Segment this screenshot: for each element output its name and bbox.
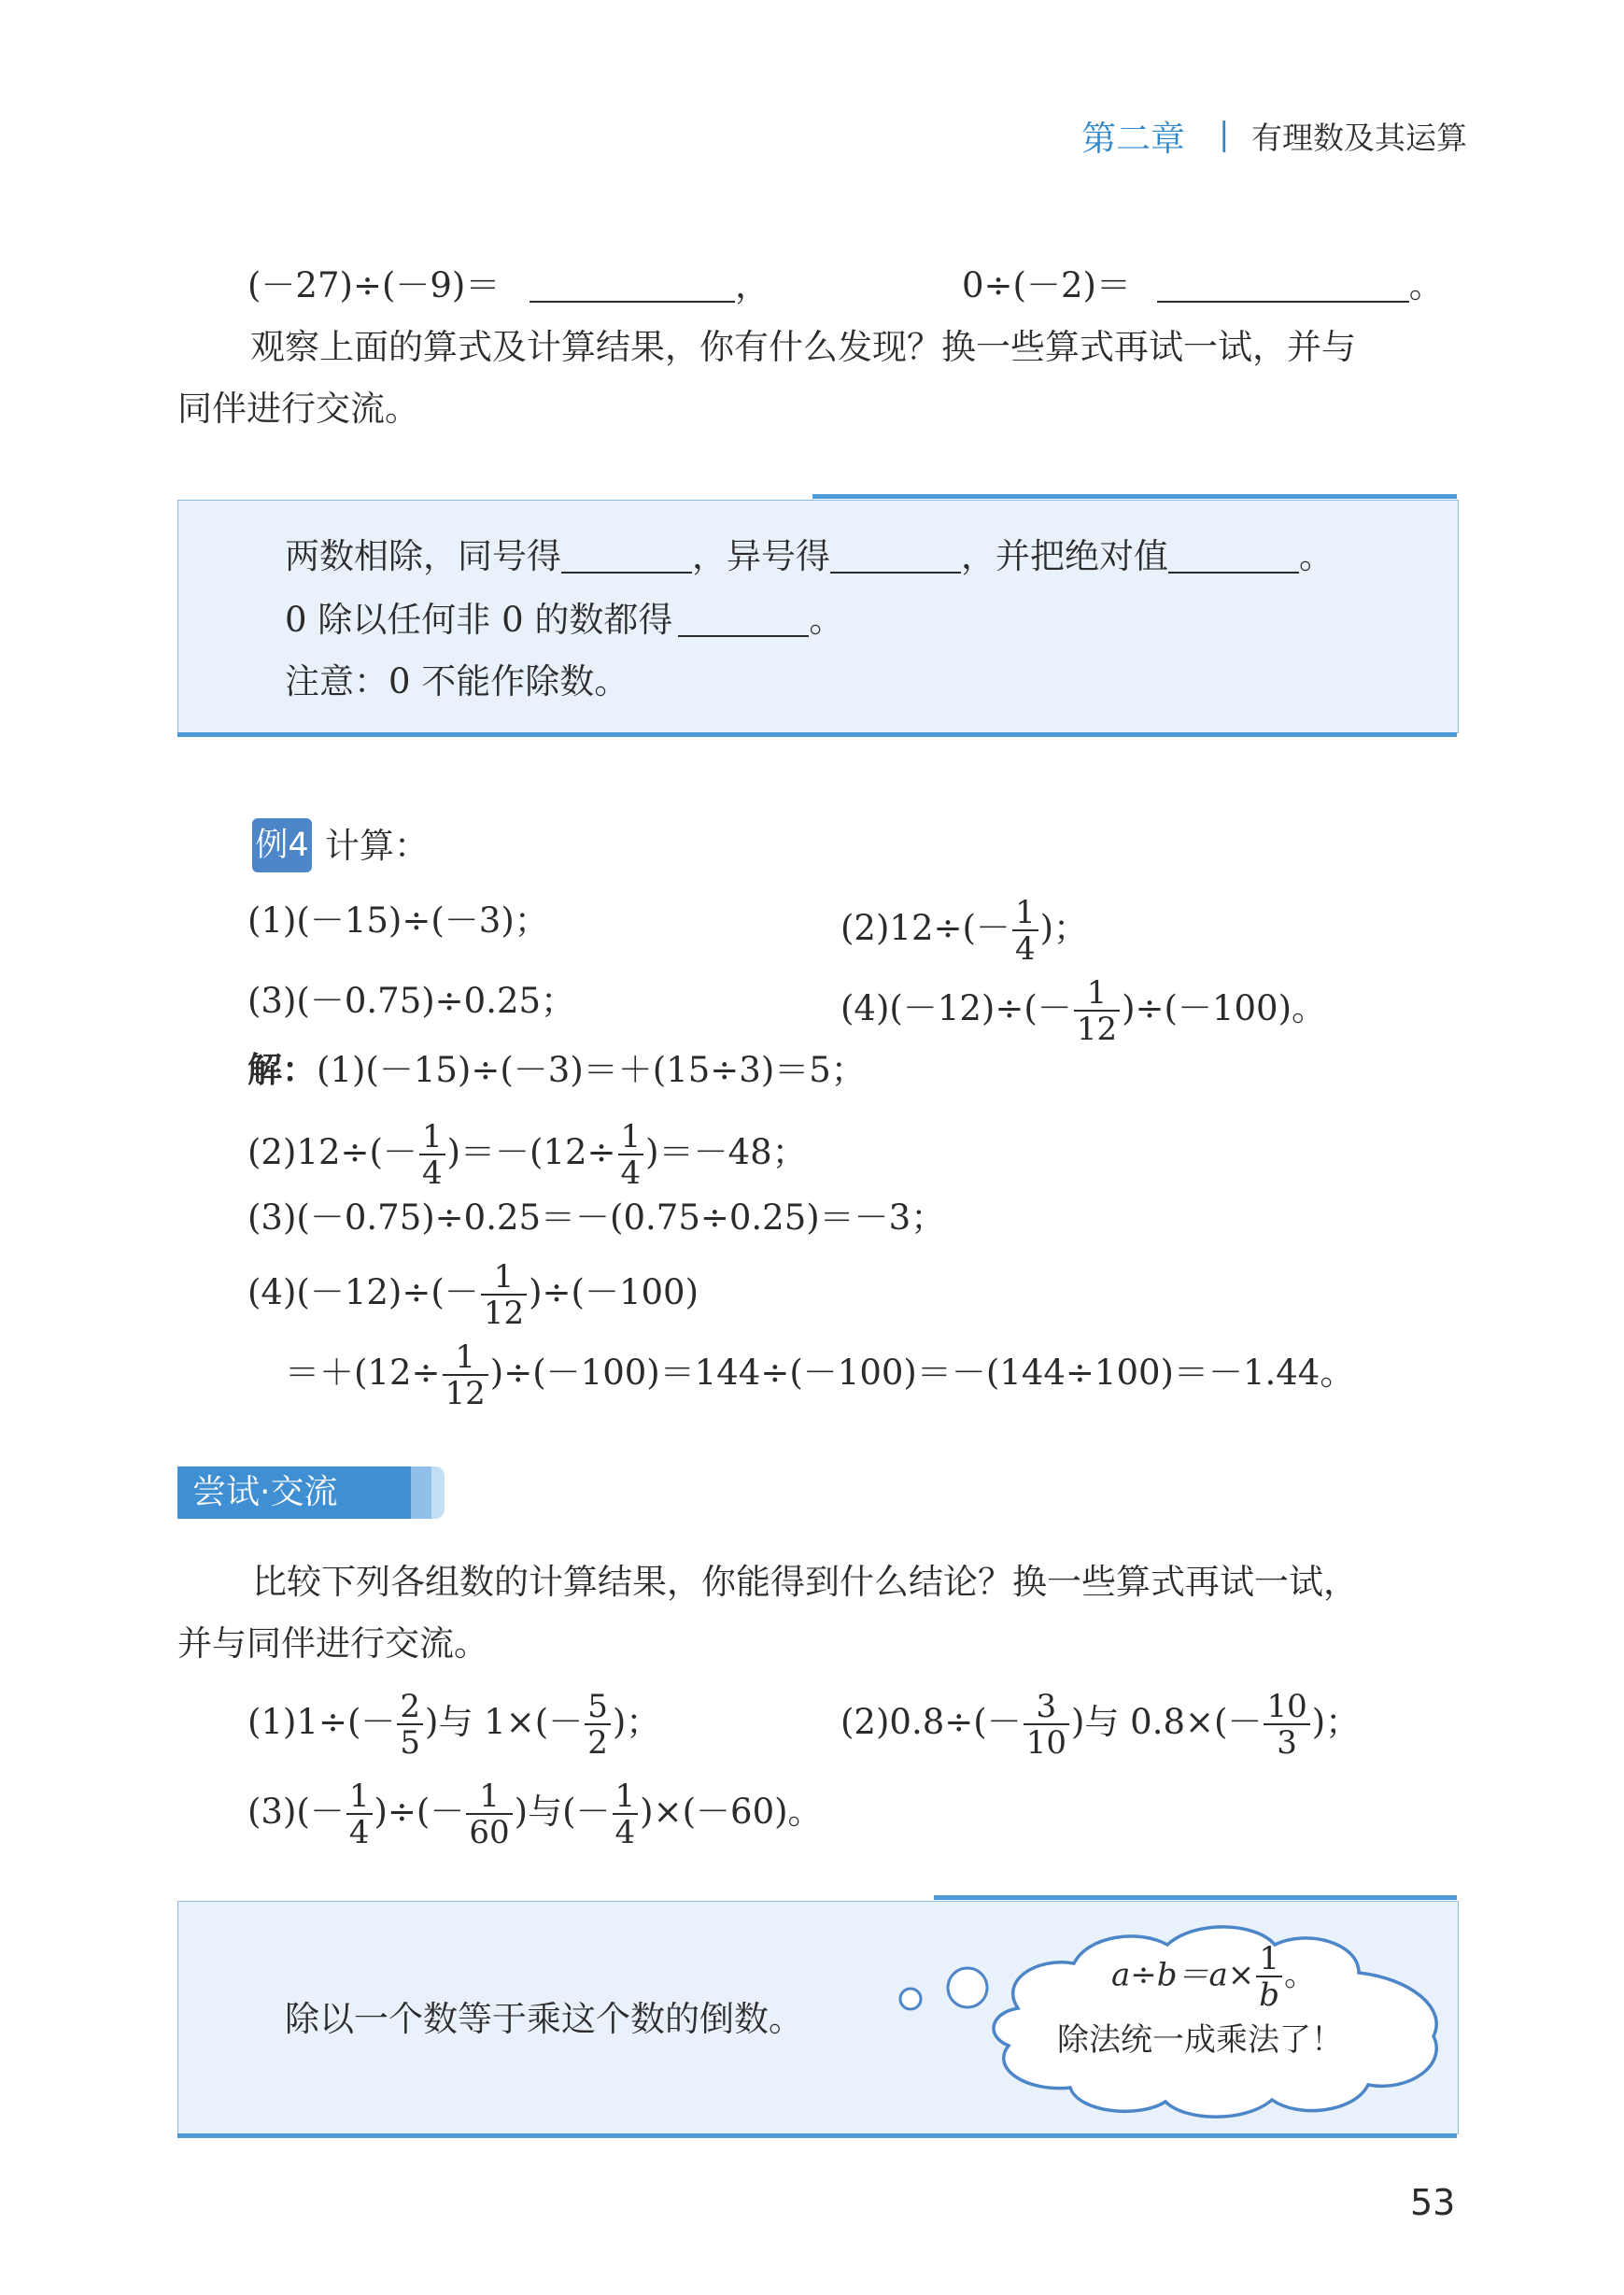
answer-blank[interactable] — [530, 267, 735, 303]
bubble-line-2: 除法统一成乘法了！ — [1057, 2021, 1343, 2059]
bubble-formula-text: a÷b＝a× — [1111, 1956, 1255, 1994]
fraction: $\frac{1}{60}$ — [466, 1780, 512, 1849]
solution-1 — [247, 1046, 866, 1095]
punct: ， — [735, 265, 770, 305]
solution-2 — [247, 1118, 807, 1192]
solution-4 — [247, 1258, 699, 1332]
exercise-q2 — [962, 262, 1444, 310]
try-text: )与(－ — [514, 1792, 611, 1832]
solution-text: )÷(－100) — [529, 1272, 699, 1312]
reciprocal-box-top-stripe — [934, 1895, 1457, 1900]
fraction: $\frac{10}{3}$ — [1264, 1691, 1309, 1759]
example-tag: 例4 — [252, 818, 312, 872]
try-text: )×(－60)。 — [640, 1792, 823, 1832]
problem-3: (3)(－0.75)÷0.25； — [247, 981, 576, 1021]
rule-box-bottom-stripe — [177, 732, 1457, 737]
rule-text: ，并把绝对值 — [961, 536, 1168, 576]
try-exchange-tag: 尝试·交流 — [177, 1466, 411, 1519]
solution-label: 解： — [247, 1050, 317, 1090]
try-tag-fade — [431, 1466, 445, 1519]
try-item-1 — [247, 1688, 661, 1762]
observe-line-2: 同伴进行交流。 — [177, 389, 419, 429]
rule-line-2 — [285, 596, 843, 645]
answer-blank[interactable] — [561, 538, 692, 574]
try-tag-fade — [411, 1466, 431, 1519]
try-text: (2)0.8÷(－ — [840, 1702, 1022, 1742]
problem-text: (4)(－12)÷(－ — [840, 988, 1072, 1028]
header-separator: | — [1219, 116, 1230, 153]
rule-line-3: 注意：0 不能作除数。 — [285, 661, 629, 701]
rule-box-top-stripe — [812, 494, 1457, 499]
fraction: $\frac{1}{4}$ — [1012, 897, 1038, 965]
reciprocal-text: 除以一个数等于乘这个数的倒数。 — [285, 1999, 803, 2039]
try-text: )÷(－ — [374, 1792, 465, 1832]
answer-blank[interactable] — [830, 538, 961, 574]
observe-line-1: 观察上面的算式及计算结果，你有什么发现？换一些算式再试一试，并与 — [250, 327, 1356, 367]
try-intro-line-2: 并与同伴进行交流。 — [177, 1623, 488, 1664]
try-intro-line-1: 比较下列各组数的计算结果，你能得到什么结论？换一些算式再试一试， — [252, 1562, 1358, 1602]
exercise-q1-text: (－27)÷(－9)＝ — [247, 265, 501, 305]
answer-blank[interactable] — [1157, 267, 1409, 303]
fraction: $\frac{1}{4}$ — [419, 1121, 445, 1189]
fraction: $\frac{1}{12}$ — [443, 1341, 488, 1410]
try-item-2 — [840, 1688, 1361, 1762]
fraction: $\frac{1}{12}$ — [1074, 977, 1120, 1045]
try-text: (3)(－ — [247, 1792, 345, 1832]
punct: 。 — [1284, 1956, 1317, 1994]
problem-text: )； — [1039, 908, 1089, 948]
problem-text: (2)12÷(－ — [840, 908, 1010, 948]
example-prompt: 计算： — [325, 826, 429, 866]
rule-text: 。 — [1299, 536, 1334, 576]
fraction: $\frac{2}{5}$ — [397, 1691, 423, 1759]
rule-text: 。 — [809, 600, 844, 640]
try-text: )； — [1311, 1702, 1361, 1742]
fraction: $\frac{1}{4}$ — [618, 1121, 644, 1189]
fraction: $\frac{3}{10}$ — [1024, 1691, 1069, 1759]
reciprocal-box-bottom-stripe — [177, 2133, 1457, 2138]
solution-text: ＝＋(12÷ — [285, 1353, 441, 1393]
answer-blank[interactable] — [1168, 538, 1299, 574]
rule-text: 两数相除，同号得 — [285, 536, 561, 576]
solution-4-continued — [285, 1341, 1354, 1410]
rule-text: ，异号得 — [692, 536, 830, 576]
problem-text: )÷(－100)。 — [1122, 988, 1327, 1028]
page-number: 53 — [1410, 2182, 1456, 2223]
problem-2 — [840, 894, 1089, 968]
solution-text: (4)(－12)÷(－ — [247, 1272, 479, 1312]
solution-text: (2)12÷(－ — [247, 1132, 417, 1172]
solution-text: (1)(－15)÷(－3)＝＋(15÷3)＝5； — [317, 1050, 866, 1090]
exercise-q1 — [247, 262, 770, 310]
answer-blank[interactable] — [678, 602, 809, 637]
solution-3: (3)(－0.75)÷0.25＝－(0.75÷0.25)＝－3； — [247, 1197, 946, 1238]
solution-text: )÷(－100)＝144÷(－100)＝－(144÷100)＝－1.44。 — [489, 1353, 1355, 1393]
fraction: $\frac{1}{b}$ — [1256, 1943, 1282, 2011]
rule-text: 0 除以任何非 0 的数都得 — [285, 600, 673, 640]
problem-1: (1)(－15)÷(－3)； — [247, 900, 549, 941]
chapter-title: 有理数及其运算 — [1251, 120, 1467, 156]
solution-text: )＝－(12÷ — [446, 1132, 616, 1172]
fraction: $\frac{5}{2}$ — [585, 1691, 611, 1759]
try-text: )； — [612, 1702, 661, 1742]
try-text: (1)1÷(－ — [247, 1702, 396, 1742]
bubble-formula — [1111, 1940, 1317, 2014]
problem-4 — [840, 974, 1327, 1048]
exercise-q2-text: 0÷(－2)＝ — [962, 265, 1131, 305]
punct: 。 — [1408, 265, 1444, 305]
try-text: )与 1×(－ — [425, 1702, 584, 1742]
fraction: $\frac{1}{12}$ — [481, 1261, 527, 1329]
fraction: $\frac{1}{4}$ — [346, 1780, 373, 1849]
rule-line-1 — [285, 532, 1334, 581]
try-text: )与 0.8×(－ — [1070, 1702, 1263, 1742]
fraction: $\frac{1}{4}$ — [613, 1780, 639, 1849]
chapter-label: 第二章 — [1081, 119, 1185, 159]
try-item-3 — [247, 1780, 823, 1849]
solution-text: )＝－48； — [645, 1132, 807, 1172]
